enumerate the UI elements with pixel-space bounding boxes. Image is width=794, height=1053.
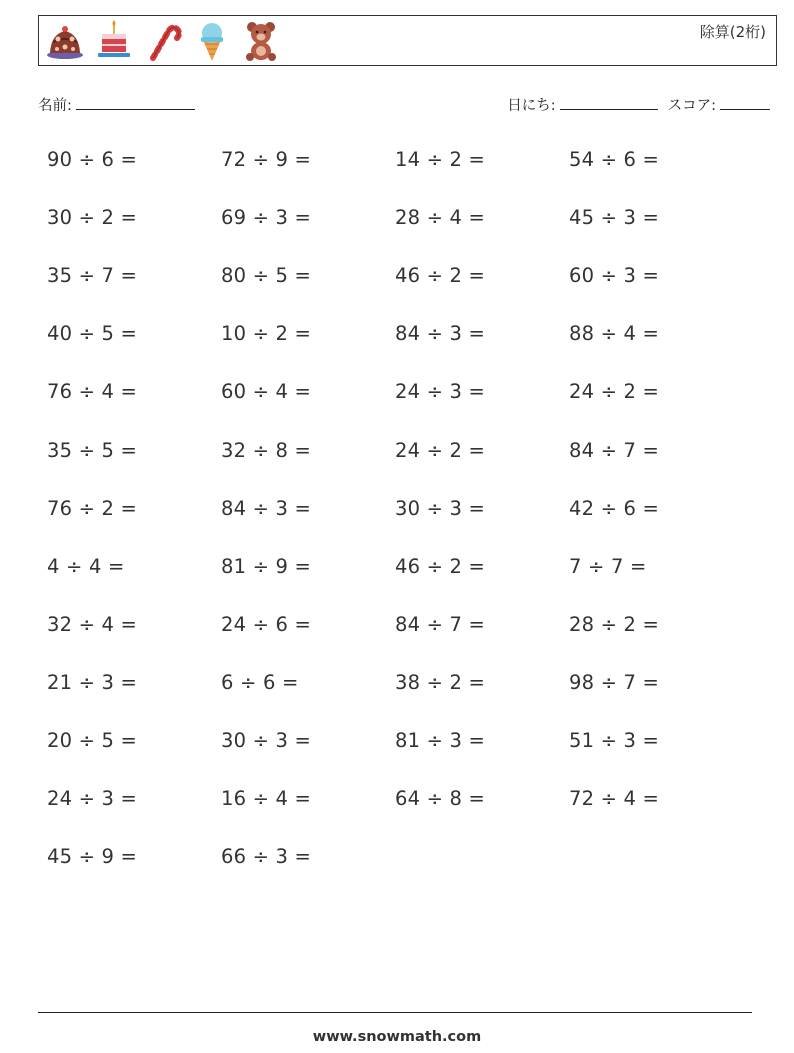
problem-item: 35 ÷ 7 = bbox=[47, 264, 138, 287]
problem-item: 24 ÷ 2 = bbox=[569, 380, 660, 403]
problem-item: 72 ÷ 9 = bbox=[221, 148, 312, 171]
problem-item: 6 ÷ 6 = bbox=[221, 671, 299, 694]
date-field[interactable] bbox=[507, 94, 657, 115]
problem-item: 30 ÷ 3 = bbox=[221, 729, 312, 752]
problem-item: 69 ÷ 3 = bbox=[221, 206, 312, 229]
birthday-cake-icon bbox=[94, 20, 134, 62]
problem-item: 54 ÷ 6 = bbox=[569, 148, 660, 171]
name-label: 名前: bbox=[38, 98, 72, 114]
problem-item: 60 ÷ 4 = bbox=[221, 380, 312, 403]
chocolate-cake-icon bbox=[45, 20, 85, 62]
problem-item: 28 ÷ 4 = bbox=[395, 206, 486, 229]
score-label: スコア: bbox=[667, 98, 716, 114]
problem-item: 10 ÷ 2 = bbox=[221, 322, 312, 345]
problem-item: 7 ÷ 7 = bbox=[569, 555, 647, 578]
problem-item: 84 ÷ 7 = bbox=[569, 439, 660, 462]
problem-item: 24 ÷ 6 = bbox=[221, 613, 312, 636]
problem-item: 88 ÷ 4 = bbox=[569, 322, 660, 345]
problem-item: 35 ÷ 5 = bbox=[47, 439, 138, 462]
name-field[interactable] bbox=[38, 94, 195, 115]
score-field[interactable] bbox=[668, 94, 770, 115]
problem-item: 20 ÷ 5 = bbox=[47, 729, 138, 752]
name-blank[interactable] bbox=[76, 95, 195, 110]
date-label: 日にち: bbox=[507, 98, 556, 114]
problem-item: 98 ÷ 7 = bbox=[569, 671, 660, 694]
problem-item: 24 ÷ 3 = bbox=[395, 380, 486, 403]
problem-item: 40 ÷ 5 = bbox=[47, 322, 138, 345]
problem-item: 30 ÷ 3 = bbox=[395, 497, 486, 520]
date-score-fields bbox=[507, 94, 770, 115]
problem-item: 80 ÷ 5 = bbox=[221, 264, 312, 287]
header-icons bbox=[45, 20, 281, 62]
problem-item: 16 ÷ 4 = bbox=[221, 787, 312, 810]
problem-item: 42 ÷ 6 = bbox=[569, 497, 660, 520]
problem-item: 60 ÷ 3 = bbox=[569, 264, 660, 287]
problem-item: 81 ÷ 9 = bbox=[221, 555, 312, 578]
problem-item: 84 ÷ 3 = bbox=[395, 322, 486, 345]
problem-item: 28 ÷ 2 = bbox=[569, 613, 660, 636]
problem-item: 76 ÷ 4 = bbox=[47, 380, 138, 403]
problem-item: 38 ÷ 2 = bbox=[395, 671, 486, 694]
problem-item: 76 ÷ 2 = bbox=[47, 497, 138, 520]
date-blank[interactable] bbox=[560, 95, 658, 110]
ice-cream-icon bbox=[192, 20, 232, 62]
problem-item: 64 ÷ 8 = bbox=[395, 787, 486, 810]
score-blank[interactable] bbox=[720, 95, 770, 110]
footer-divider bbox=[38, 1012, 752, 1013]
problem-item: 30 ÷ 2 = bbox=[47, 206, 138, 229]
problem-item: 46 ÷ 2 = bbox=[395, 264, 486, 287]
worksheet-header bbox=[38, 15, 777, 66]
problem-item: 81 ÷ 3 = bbox=[395, 729, 486, 752]
problem-item: 24 ÷ 3 = bbox=[47, 787, 138, 810]
worksheet-title: 除算(2桁) bbox=[699, 23, 766, 41]
problem-item: 51 ÷ 3 = bbox=[569, 729, 660, 752]
problem-item: 14 ÷ 2 = bbox=[395, 148, 486, 171]
problem-item: 4 ÷ 4 = bbox=[47, 555, 125, 578]
problem-item: 66 ÷ 3 = bbox=[221, 845, 312, 868]
problem-item: 21 ÷ 3 = bbox=[47, 671, 138, 694]
problem-item: 84 ÷ 7 = bbox=[395, 613, 486, 636]
problem-item: 46 ÷ 2 = bbox=[395, 555, 486, 578]
candy-cane-icon bbox=[143, 20, 183, 62]
problem-item: 24 ÷ 2 = bbox=[395, 439, 486, 462]
problem-item: 45 ÷ 3 = bbox=[569, 206, 660, 229]
problem-item: 90 ÷ 6 = bbox=[47, 148, 138, 171]
problem-item: 45 ÷ 9 = bbox=[47, 845, 138, 868]
problem-item: 32 ÷ 4 = bbox=[47, 613, 138, 636]
problem-item: 84 ÷ 3 = bbox=[221, 497, 312, 520]
teddy-bear-icon bbox=[241, 20, 281, 62]
problem-item: 72 ÷ 4 = bbox=[569, 787, 660, 810]
footer-url: www.snowmath.com bbox=[312, 1029, 482, 1045]
problem-item: 32 ÷ 8 = bbox=[221, 439, 312, 462]
